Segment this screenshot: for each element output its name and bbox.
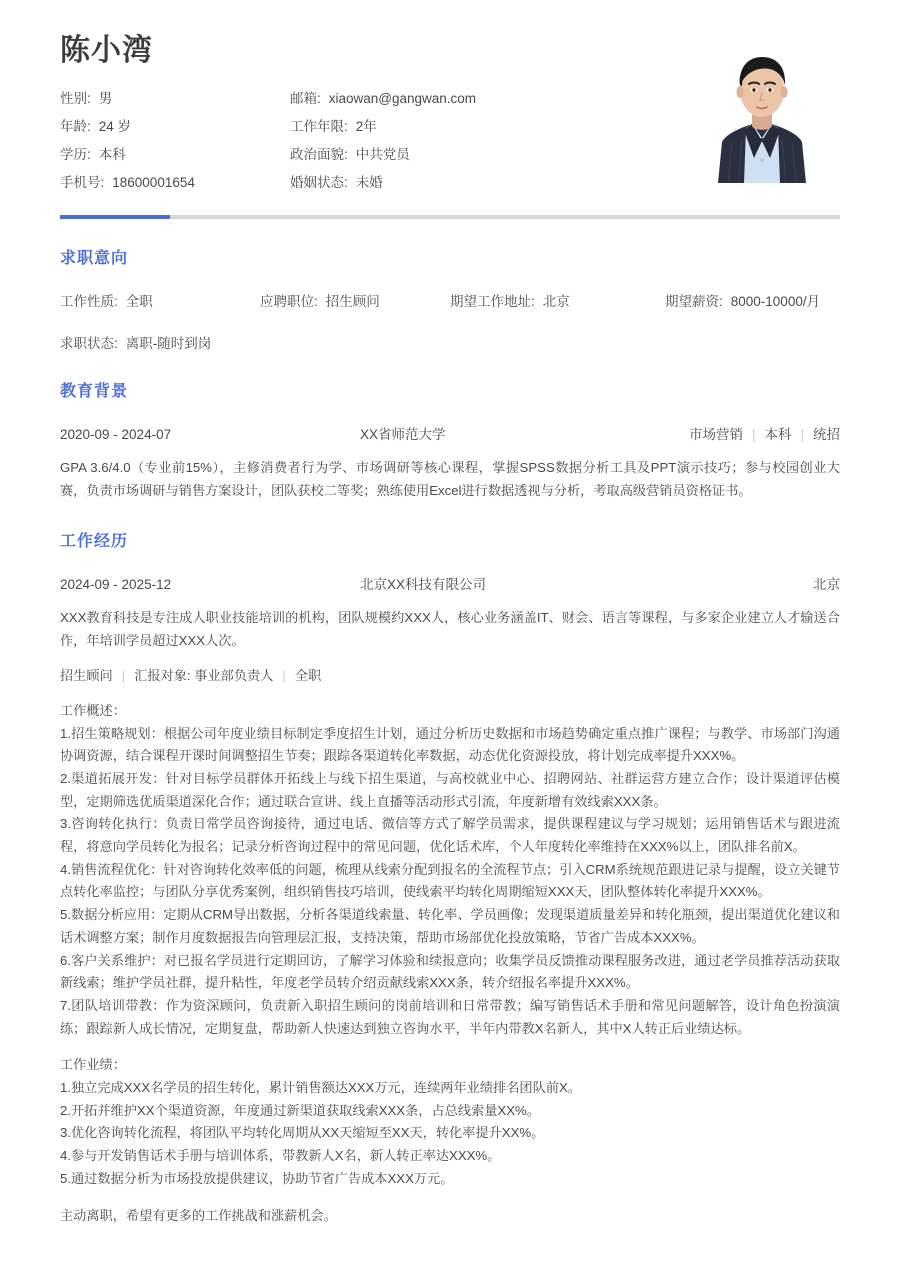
info-value: 未婚 bbox=[355, 175, 383, 190]
info-field-marital-status bbox=[290, 171, 630, 191]
intent-label: 工作性质: bbox=[60, 294, 118, 309]
info-label: 性别: bbox=[60, 91, 91, 106]
work-date-range: 2024-09 - 2025-12 bbox=[60, 577, 172, 593]
intent-field-target-position bbox=[260, 290, 450, 310]
meta-separator-icon: | bbox=[751, 427, 756, 442]
section-title-education: 教育背景 bbox=[60, 383, 129, 400]
info-label: 邮箱: bbox=[290, 91, 321, 106]
info-value: xiaowan@gangwan.com bbox=[328, 91, 477, 106]
work-role-tags bbox=[60, 665, 840, 684]
basic-info-row bbox=[60, 143, 680, 167]
info-value: 中共党员 bbox=[355, 147, 410, 162]
intent-field-job-type bbox=[60, 290, 260, 310]
work-employment-type: 全职 bbox=[294, 667, 322, 683]
duties-list bbox=[60, 723, 840, 1041]
work-company-name: 北京XX科技有限公司 bbox=[360, 577, 487, 593]
divider-accent-bar bbox=[60, 215, 170, 219]
meta-separator-icon: | bbox=[121, 667, 126, 683]
section-education bbox=[0, 378, 900, 502]
resume-header bbox=[0, 0, 900, 195]
achievement-item: 5.通过数据分析为市场投放提供建议，协助节省广告成本XXX万元。 bbox=[60, 1170, 454, 1186]
achievements-label: 工作业绩： bbox=[60, 1057, 126, 1073]
intent-label: 期望薪资: bbox=[665, 294, 723, 309]
duty-item: 6.客户关系维护：对已报名学员进行定期回访，了解学习体验和续报意向；收集学员反馈推动课程服务改进，通过老学员推荐活动获取新线索；维护学员社群，提升粘性，年度老学员转介绍贡献线索XXX条，转介绍报名率提升XXX%。 bbox=[60, 952, 840, 991]
achievement-item: 3.优化咨询转化流程，将团队平均转化周期从XX天缩短至XX天，转化率提升XX%。 bbox=[60, 1125, 545, 1141]
intent-value: 8000-10000/月 bbox=[730, 294, 821, 309]
info-label: 手机号: bbox=[60, 175, 105, 190]
job-intention-row bbox=[60, 332, 840, 352]
duty-item: 4.销售流程优化：针对咨询转化效率低的问题，梳理从线索分配到报名的全流程节点；引入CRM系统规范跟进记录与提醒，设立关键节点转化率监控；与团队分享优秀案例，组织销售技巧培训，使线索平均转化周期缩短XXX天，团队整体转化率提升XXX%。 bbox=[60, 861, 840, 900]
info-field-political-status bbox=[290, 143, 630, 163]
meta-separator-icon: | bbox=[282, 667, 286, 683]
duty-item: 7.团队培训带教：作为资深顾问，负责新入职招生顾问的岗前培训和日常带教；编写销售话术手册和常见问题解答，设计角色扮演演练；跟踪新人成长情况，定期复盘，帮助新人快速达到独立咨询水平，半年内带教X名新人，其中X人转正后业绩达标。 bbox=[60, 997, 840, 1036]
duty-item: 2.渠道拓展开发：针对目标学员群体开拓线上与线下招生渠道，与高校就业中心、招聘网站、社群运营方建立合作；设计渠道评估模型，定期筛选优质渠道深化合作；通过联合宣讲、线上直播等活动形式引流，年度新增有效线索XXX条。 bbox=[60, 770, 840, 809]
duties-label: 工作概述： bbox=[60, 702, 126, 718]
info-label: 政治面貌: bbox=[290, 147, 348, 162]
basic-info-grid bbox=[60, 87, 680, 195]
intent-value: 全职 bbox=[125, 294, 153, 309]
achievements-list bbox=[60, 1077, 840, 1191]
info-field-email bbox=[290, 87, 630, 107]
education-date-range: 2020-09 - 2024-07 bbox=[60, 427, 172, 442]
basic-info-row bbox=[60, 87, 680, 111]
intent-field-target-location bbox=[450, 290, 665, 310]
work-location: 北京 bbox=[813, 577, 840, 593]
section-title-job-intention: 求职意向 bbox=[60, 250, 129, 267]
company-introduction: XXX教育科技是专注成人职业技能培训的机构，团队规模约XXX人，核心业务涵盖IT、财会、语言等课程，与多家企业建立人才输送合作，年培训学员超过XXX人次。 bbox=[60, 610, 840, 649]
achievement-item: 2.开拓并维护XX个渠道资源，年度通过新渠道获取线索XXX条，占总线索量XX%。 bbox=[60, 1102, 540, 1118]
intent-field-job-status bbox=[60, 332, 260, 352]
duty-item: 3.咨询转化执行：负责日常学员咨询接待，通过电话、微信等方式了解学员需求，提供课程建议与学习规划；运用销售话术与跟进流程，将意向学员转化为报名；记录分析咨询过程中的常见问题，优化话术库，个人年度转化率维持在XXX%以上，团队排名前X。 bbox=[60, 816, 840, 855]
leaving-reason: 主动离职，希望有更多的工作挑战和涨薪机会。 bbox=[60, 1207, 337, 1223]
info-value: 2年 bbox=[355, 119, 377, 134]
section-spacer bbox=[60, 1040, 840, 1054]
intent-value: 北京 bbox=[542, 294, 570, 309]
info-value: 男 bbox=[98, 91, 113, 106]
section-spacer bbox=[60, 1191, 840, 1205]
intent-label: 应聘职位: bbox=[260, 294, 318, 309]
basic-info-row bbox=[60, 115, 680, 139]
education-school-name: XX省师范大学 bbox=[360, 427, 446, 442]
basic-info-row bbox=[60, 171, 680, 195]
candidate-photo bbox=[702, 38, 822, 183]
job-intention-row bbox=[60, 290, 840, 310]
info-label: 年龄: bbox=[60, 119, 91, 134]
work-entry-header bbox=[60, 573, 840, 593]
info-label: 学历: bbox=[60, 147, 91, 162]
section-job-intention bbox=[0, 245, 900, 352]
work-report-to: 汇报对象: 事业部负责人 bbox=[134, 667, 274, 683]
intent-label: 期望工作地址: bbox=[450, 294, 535, 309]
education-degree: 本科 bbox=[764, 427, 792, 442]
section-title-work-experience: 工作经历 bbox=[60, 533, 129, 551]
info-field-experience-years bbox=[290, 115, 630, 135]
section-work-experience bbox=[0, 528, 900, 1247]
education-admission-type: 统招 bbox=[813, 427, 840, 442]
header-divider bbox=[60, 215, 840, 219]
education-meta bbox=[689, 423, 840, 443]
achievement-item: 4.参与开发销售话术手册与培训体系，带教新人X名，新人转正率达XXX%。 bbox=[60, 1148, 501, 1164]
achievement-item: 1.独立完成XXX名学员的招生转化，累计销售额达XXX万元，连续两年业绩排名团队前X。 bbox=[60, 1080, 581, 1096]
education-entry-header bbox=[60, 423, 840, 443]
duty-item: 5.数据分析应用：定期从CRM导出数据，分析各渠道线索量、转化率、学员画像；发现渠道质量差异和转化瓶颈，提出渠道优化建议和话术调整方案；制作月度数据报告向管理层汇报，支持决策，帮助市场部优化投放策略，节省广告成本XXX%。 bbox=[60, 907, 840, 945]
work-role-title: 招生顾问 bbox=[60, 667, 113, 683]
info-value: 24 岁 bbox=[98, 119, 132, 134]
info-value: 本科 bbox=[98, 147, 126, 162]
duty-item: 1.招生策略规划：根据公司年度业绩目标制定季度招生计划，通过分析历史数据和市场趋势确定重点推广课程；与教学、市场部门沟通协调资源，结合课程开课时间调整招生节奏；跟踪各渠道转化率数据，动态优化资源投放，将计划完成率提升XXX%。 bbox=[60, 725, 840, 764]
education-major: 市场营销 bbox=[688, 427, 743, 442]
info-field-age bbox=[60, 115, 290, 135]
info-label: 婚姻状态: bbox=[290, 175, 348, 190]
info-field-gender bbox=[60, 87, 290, 107]
intent-value: 离职-随时到岗 bbox=[125, 336, 212, 351]
intent-value: 招生顾问 bbox=[325, 294, 380, 309]
intent-label: 求职状态: bbox=[60, 336, 118, 351]
info-field-education-level bbox=[60, 143, 290, 163]
info-value: 18600001654 bbox=[112, 175, 195, 190]
education-description: GPA 3.6/4.0（专业前15%），主修消费者行为学、市场调研等核心课程，掌握SPSS数据分析工具及PPT演示技巧；参与校园创业大赛，负责市场调研与销售方案设计，团队获校二等奖；熟练使用Excel进行数据透视与分析，考取高级营销员资格证书。 bbox=[60, 460, 840, 498]
meta-separator-icon: | bbox=[800, 427, 804, 442]
info-label: 工作年限: bbox=[290, 119, 348, 134]
info-field-phone bbox=[60, 171, 290, 191]
intent-field-expected-salary bbox=[665, 290, 820, 310]
candidate-name: 陈小湾 bbox=[60, 34, 153, 67]
